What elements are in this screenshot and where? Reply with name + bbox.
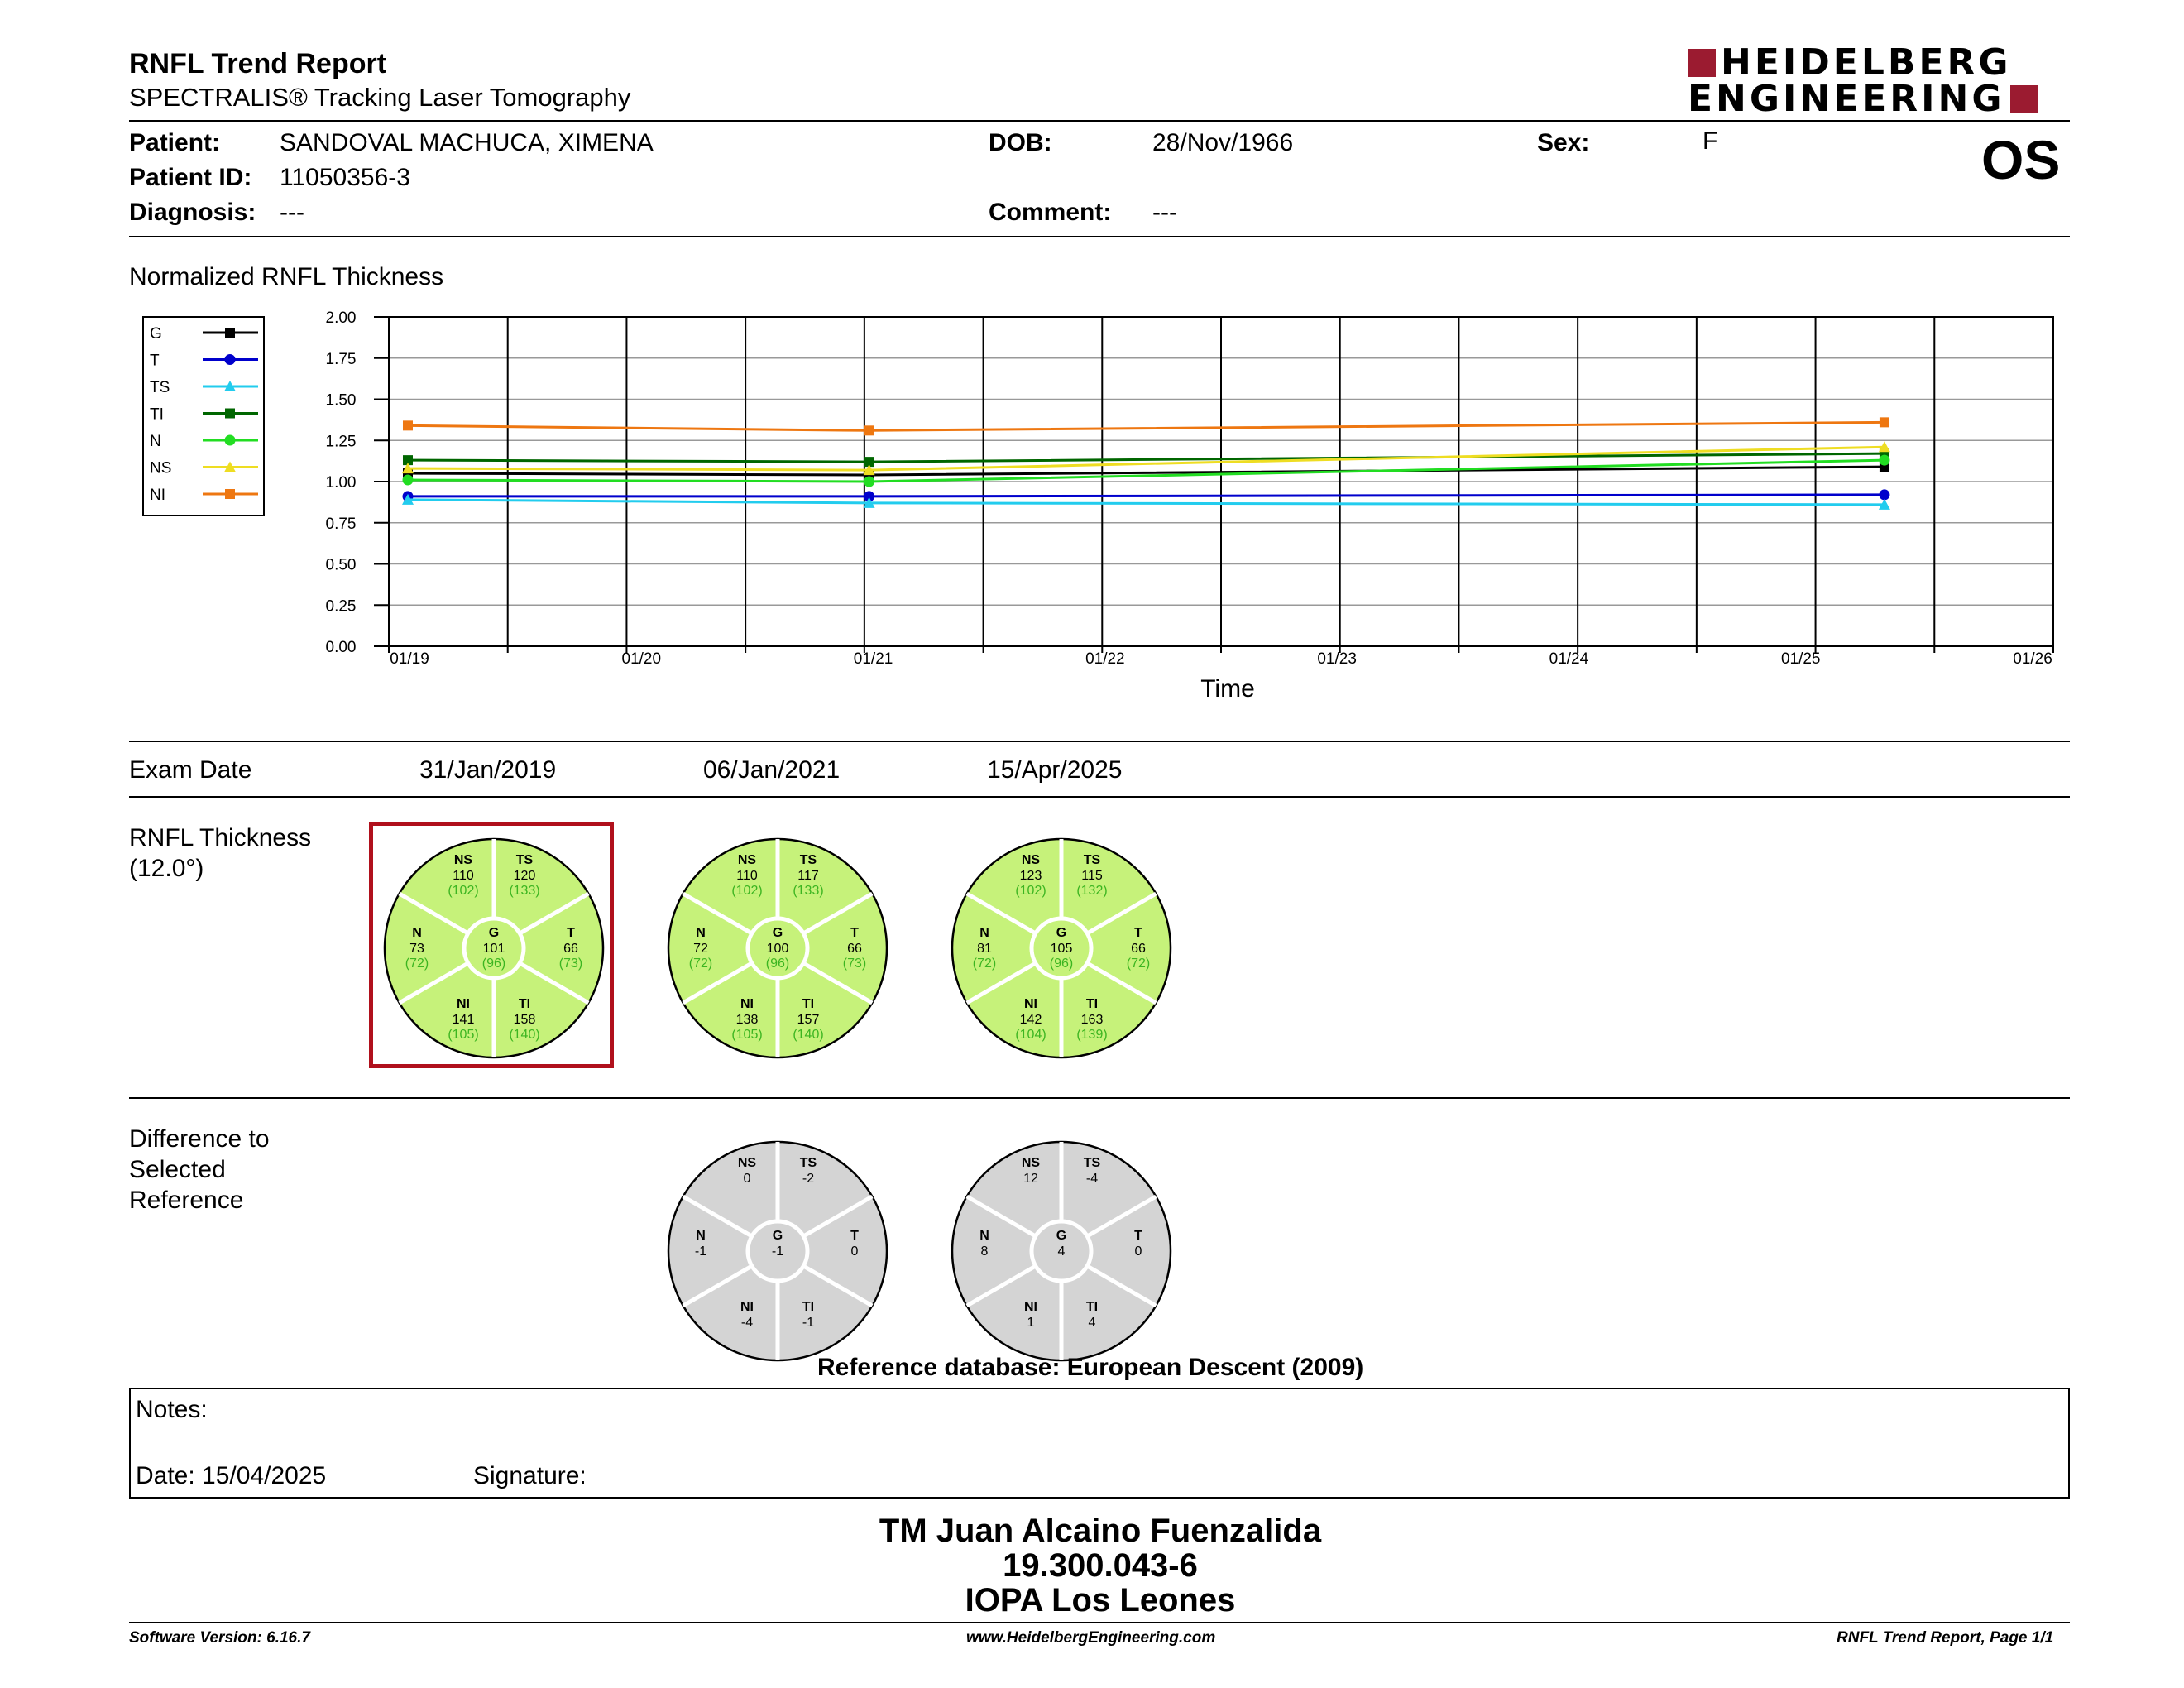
x-tick-label: 01/19 — [390, 650, 429, 668]
sector-value: 101 — [482, 942, 505, 956]
sex-value: F — [1703, 127, 1718, 155]
sector-difference: 4 — [1088, 1316, 1096, 1330]
sector-value: 157 — [797, 1013, 820, 1027]
sector-name: NI — [740, 997, 754, 1011]
reference-database: Reference database: European Descent (2009) — [817, 1354, 1364, 1381]
y-tick-label: 0.50 — [325, 556, 357, 574]
sector-difference: 0 — [1134, 1244, 1142, 1259]
exam-date-2[interactable]: 06/Jan/2021 — [703, 756, 841, 784]
x-axis-label: Time — [1200, 675, 1255, 703]
sector-reference: (102) — [448, 884, 479, 898]
sector-reference: (73) — [558, 957, 583, 971]
dob-value: 28/Nov/1966 — [1152, 129, 1294, 156]
page-number: RNFL Trend Report, Page 1/1 — [1837, 1629, 2054, 1647]
sector-value: 158 — [513, 1013, 536, 1027]
sector-name: T — [850, 926, 859, 940]
exam-date-1[interactable]: 31/Jan/2019 — [419, 756, 557, 784]
sector-name: T — [850, 1229, 859, 1243]
rnfl-circle-1 — [385, 839, 603, 1057]
notes-box[interactable] — [129, 1388, 2070, 1499]
x-tick-label: 01/24 — [1549, 650, 1589, 668]
sector-reference: (72) — [1126, 957, 1151, 971]
patient-id: 11050356-3 — [280, 164, 410, 191]
sector-value: 100 — [766, 942, 789, 956]
legend-label: G — [150, 325, 162, 343]
sector-difference: 4 — [1057, 1244, 1066, 1259]
sector-value: 110 — [453, 869, 474, 883]
x-tick-label: 01/22 — [1085, 650, 1125, 668]
sector-name: TI — [518, 997, 531, 1011]
sector-difference: 1 — [1027, 1316, 1035, 1330]
sector-difference: 0 — [850, 1244, 859, 1259]
sector-name: N — [979, 1229, 989, 1243]
y-tick-label: 2.00 — [325, 309, 357, 327]
sector-name: TS — [1083, 1156, 1101, 1170]
notes-label: Notes: — [136, 1396, 208, 1423]
sector-reference: (139) — [1076, 1028, 1108, 1042]
sector-name: NS — [453, 853, 473, 867]
sector-name: NI — [457, 997, 470, 1011]
sector-reference: (133) — [509, 884, 540, 898]
sector-value: 66 — [847, 942, 862, 956]
sector-reference: (102) — [731, 884, 763, 898]
sector-name: NS — [737, 853, 757, 867]
sector-value: 72 — [693, 942, 708, 956]
sector-reference: (72) — [688, 957, 713, 971]
y-tick-label: 1.75 — [325, 350, 357, 368]
sector-reference: (73) — [842, 957, 867, 971]
sector-name: NS — [1021, 1156, 1041, 1170]
y-tick-label: 1.50 — [325, 391, 357, 410]
sector-name: TI — [1085, 1300, 1099, 1314]
patient-id-label: Patient ID: — [129, 164, 252, 191]
signer-place: IOPA Los Leones — [965, 1582, 1236, 1618]
y-tick-label: 0.00 — [325, 639, 357, 656]
sector-name: N — [979, 926, 989, 940]
sector-name: TI — [802, 1300, 815, 1314]
sector-reference: (104) — [1015, 1028, 1046, 1042]
sector-difference: 0 — [743, 1172, 751, 1186]
sector-difference: 12 — [1023, 1172, 1038, 1186]
report-subtitle: SPECTRALIS® Tracking Laser Tomography — [129, 83, 631, 112]
sector-value: 120 — [513, 869, 536, 883]
sector-value: 163 — [1080, 1013, 1104, 1027]
sector-name: NI — [1024, 997, 1037, 1011]
sector-value: 117 — [797, 869, 819, 883]
sector-name: N — [696, 926, 706, 940]
sector-name: TS — [1083, 853, 1101, 867]
chart-title: Normalized RNFL Thickness — [129, 263, 444, 290]
rnfl-circle-3 — [952, 839, 1171, 1057]
sector-value: 66 — [1131, 942, 1146, 956]
sector-reference: (140) — [793, 1028, 824, 1042]
sector-name: T — [1134, 1229, 1142, 1243]
signer-name: TM Juan Alcaino Fuenzalida — [879, 1513, 1322, 1549]
sector-reference: (96) — [481, 957, 506, 971]
sector-name: TI — [802, 997, 815, 1011]
sector-difference: -4 — [740, 1316, 754, 1330]
sector-name: TS — [799, 853, 817, 867]
y-tick-label: 0.75 — [325, 515, 357, 533]
sector-reference: (102) — [1015, 884, 1046, 898]
difference-circle-1 — [668, 1142, 887, 1360]
sector-reference: (72) — [405, 957, 429, 971]
footer-divider — [129, 1622, 2070, 1623]
sector-value: 110 — [736, 869, 758, 883]
legend-label: N — [150, 433, 161, 450]
x-tick-label: 01/25 — [1780, 650, 1821, 668]
patient-name: SANDOVAL MACHUCA, XIMENA — [280, 129, 654, 156]
sector-value: 66 — [563, 942, 578, 956]
rnfl-divider — [129, 1097, 2070, 1099]
x-tick-label: 01/26 — [2013, 650, 2052, 668]
sector-reference: (96) — [1049, 957, 1074, 971]
sector-difference: -1 — [771, 1244, 784, 1259]
legend-label: NS — [150, 459, 172, 477]
sector-name: N — [696, 1229, 706, 1243]
sector-name: G — [1056, 1229, 1067, 1243]
sector-name: G — [772, 926, 783, 940]
sector-value: 142 — [1019, 1013, 1042, 1027]
comment-value: --- — [1152, 199, 1177, 226]
legend-label: T — [150, 352, 160, 370]
sector-reference: (140) — [509, 1028, 540, 1042]
report-title: RNFL Trend Report — [129, 48, 387, 79]
rnfl-circle-2 — [668, 839, 887, 1057]
sector-name: NI — [1024, 1300, 1037, 1314]
sector-reference: (96) — [765, 957, 790, 971]
sector-value: 138 — [735, 1013, 759, 1027]
sector-name: TS — [515, 853, 534, 867]
y-tick-label: 1.00 — [325, 474, 357, 492]
dob-label: DOB: — [989, 129, 1052, 156]
eye-indicator: OS — [1981, 129, 2061, 190]
x-tick-label: 01/23 — [1317, 650, 1357, 668]
rnfl-label: RNFL Thickness — [129, 824, 312, 851]
sector-value: 73 — [410, 942, 424, 956]
patient-label: Patient: — [129, 129, 221, 156]
exam-date-label: Exam Date — [129, 756, 252, 784]
sector-name: T — [1134, 926, 1142, 940]
legend-label: TI — [150, 405, 164, 424]
sector-reference: (133) — [793, 884, 824, 898]
software-version: Software Version: 6.16.7 — [129, 1629, 310, 1647]
sector-name: NS — [737, 1156, 757, 1170]
x-tick-label: 01/20 — [621, 650, 662, 668]
sector-name: G — [772, 1229, 783, 1243]
diagnosis-value: --- — [280, 199, 304, 226]
sector-reference: (105) — [731, 1028, 763, 1042]
sector-reference: (72) — [972, 957, 997, 971]
sector-difference: 8 — [980, 1244, 989, 1259]
sector-name: N — [412, 926, 422, 940]
sector-name: G — [1056, 926, 1067, 940]
sector-value: 115 — [1081, 869, 1103, 883]
sector-reference: (132) — [1076, 884, 1108, 898]
difference-label-1: Difference to — [129, 1125, 270, 1153]
comment-label: Comment: — [989, 199, 1112, 226]
logo-line1: HEIDELBERG — [1721, 41, 2012, 84]
sector-name: TS — [799, 1156, 817, 1170]
logo-line2: ENGINEERING — [1688, 78, 2005, 120]
signer-id: 19.300.043-6 — [1003, 1547, 1198, 1584]
legend-label: NI — [150, 487, 165, 504]
rnfl-angle: (12.0°) — [129, 855, 204, 882]
legend-label: TS — [150, 379, 170, 396]
sector-name: NS — [1021, 853, 1041, 867]
difference-label-2: Selected — [129, 1156, 226, 1183]
diagnosis-label: Diagnosis: — [129, 199, 256, 226]
sector-name: NI — [740, 1300, 754, 1314]
difference-label-3: Reference — [129, 1187, 244, 1214]
sector-value: 105 — [1050, 942, 1073, 956]
sector-difference: -2 — [802, 1172, 815, 1186]
difference-circle-2 — [952, 1142, 1171, 1360]
y-tick-label: 1.25 — [325, 433, 357, 451]
notes-date: Date: 15/04/2025 — [136, 1462, 327, 1489]
sector-difference: -1 — [802, 1316, 815, 1330]
y-tick-label: 0.25 — [325, 597, 357, 616]
sector-value: 123 — [1019, 869, 1042, 883]
sector-reference: (105) — [448, 1028, 479, 1042]
sector-name: G — [488, 926, 500, 940]
x-tick-label: 01/21 — [853, 650, 893, 668]
sector-value: 81 — [977, 942, 992, 956]
sex-label: Sex: — [1537, 129, 1590, 156]
sector-name: TI — [1085, 997, 1099, 1011]
exam-date-3[interactable]: 15/Apr/2025 — [987, 756, 1123, 784]
website-link[interactable]: www.HeidelbergEngineering.com — [966, 1629, 1216, 1647]
sector-value: 141 — [452, 1013, 475, 1027]
sector-difference: -1 — [694, 1244, 707, 1259]
sector-name: T — [567, 926, 575, 940]
signature-label: Signature: — [473, 1462, 587, 1489]
sector-difference: -4 — [1085, 1172, 1099, 1186]
